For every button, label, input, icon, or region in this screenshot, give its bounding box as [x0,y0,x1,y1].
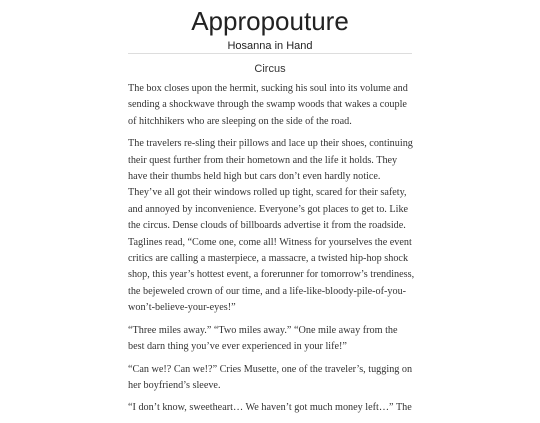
site-subtitle: Hosanna in Hand [227,40,313,52]
story-paragraph: “Can we!? Can we!?” Cries Musette, one of the traveler’s, tugging on her boyfriend’s sleeve. [128,363,413,391]
story-paragraph: The box closes upon the hermit, sucking his soul into its volume and sending a shockwave through the swamp woods that wakes a couple of hitchhikers who are sleeping on the side of the road. [128,83,408,127]
site-title[interactable]: Appropouture [191,6,349,36]
chapter-title: Circus [254,63,286,75]
header-divider [128,53,412,54]
story-paragraph: “Three miles away.” “Two miles away.” “One mile away from the best darn thing you’ve ever experienced in your life!” [128,324,398,353]
story-body [128,81,416,423]
story-paragraph: The travelers re-sling their pillows and lace up their shoes, continuing their quest further from their hometown and the life it holds. They have their thumbs held high but cars don’t even hardly notice. They’ve all got their windows rolled up tight, scared for their safety, and annoyed by inconvenience. Everyone’s got places to get to. Like the circus. Dense clouds of billboards advertise it from the roadside. Taglines read, “Come one, come all! Witness for yourselves the event critics are calling a masterpiece, a massacre, a twisted hip-hop shock shop, this year’s hottest event, a forerunner for tomorrow’s trendiness, the bejeweled crown of our time, and a life-like-bloody-pile-of-you-won’t-believe-your-eyes!” [128,138,415,314]
story-paragraph: “I don’t know, sweetheart… We haven’t got much money left…” The [128,402,412,414]
